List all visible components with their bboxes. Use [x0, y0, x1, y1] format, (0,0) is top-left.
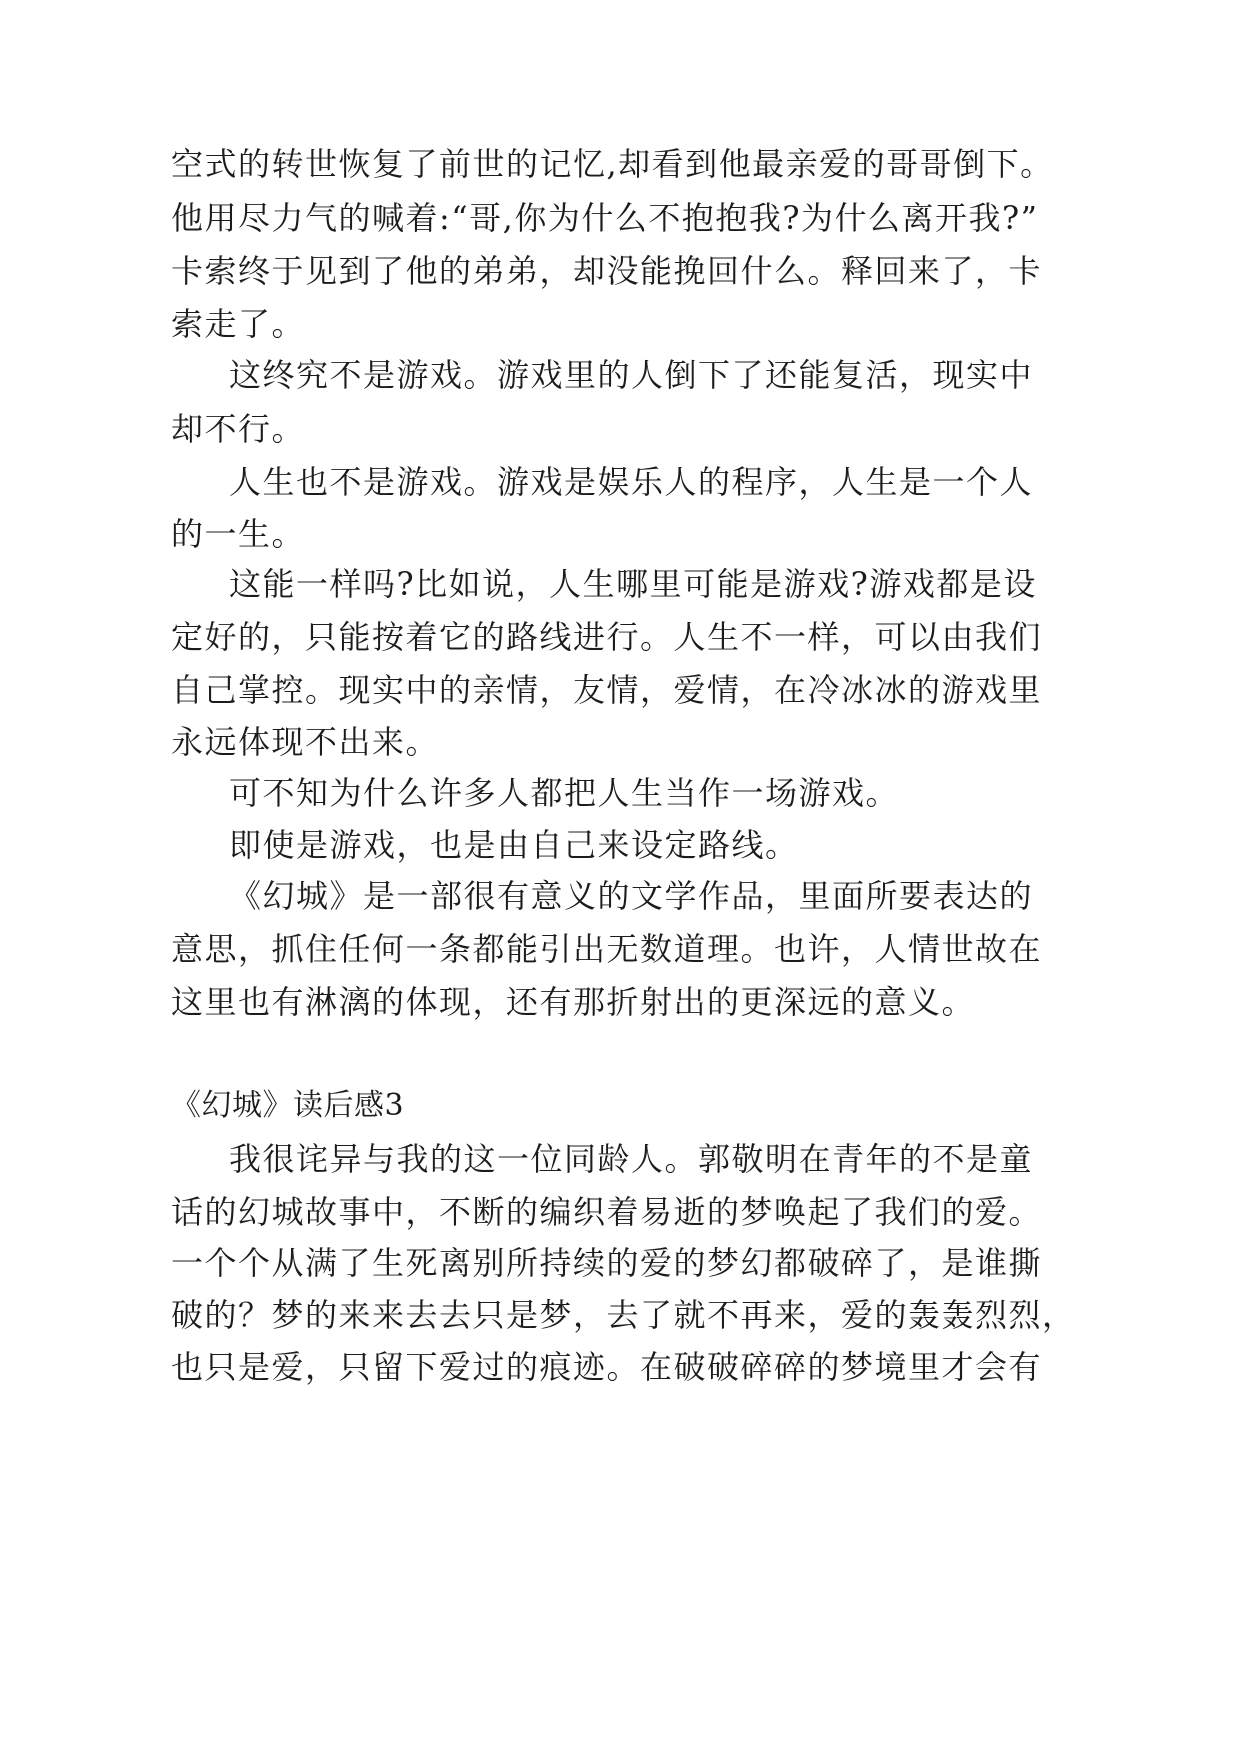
text-line: 他用尽力气的喊着:“哥,你为什么不抱抱我?为什么离开我?”: [171, 199, 1039, 237]
text-line: 《幻城》是一部很有意义的文学作品，里面所要表达的: [229, 877, 1034, 915]
text-line: 一个个从满了生死离别所持续的爱的梦幻都破碎了，是谁撕: [171, 1244, 1043, 1282]
text-line: 我很诧异与我的这一位同龄人。郭敬明在青年的不是童: [229, 1140, 1034, 1178]
text-line: 话的幻城故事中，不断的编织着易逝的梦唤起了我们的爱。: [171, 1193, 1043, 1231]
text-line: 人生也不是游戏。游戏是娱乐人的程序，人生是一个人: [229, 463, 1034, 501]
text-line: 即使是游戏，也是由自己来设定路线。: [229, 826, 799, 864]
text-line: 空式的转世恢复了前世的记忆,却看到他最亲爱的哥哥倒下。: [171, 145, 1054, 183]
text-line: 定好的，只能按着它的路线进行。人生不一样，可以由我们: [171, 618, 1043, 656]
text-line: 意思，抓住任何一条都能引出无数道理。也许，人情世故在: [171, 930, 1043, 968]
section-heading: 《幻城》读后感3: [171, 1088, 405, 1123]
text-line: 这终究不是游戏。游戏里的人倒下了还能复活，现实中: [229, 356, 1034, 394]
text-line: 卡索终于见到了他的弟弟，却没能挽回什么。释回来了，卡: [171, 252, 1043, 290]
text-line: 也只是爱，只留下爱过的痕迹。在破破碎碎的梦境里才会有: [171, 1348, 1043, 1386]
text-line: 永远体现不出来。: [171, 723, 440, 761]
text-line: 这能一样吗?比如说，人生哪里可能是游戏?游戏都是设: [229, 565, 1037, 603]
text-line: 却不行。: [171, 410, 306, 448]
text-line: 这里也有淋漓的体现，还有那折射出的更深远的意义。: [171, 983, 976, 1021]
text-line: 自己掌控。现实中的亲情，友情，爱情，在冷冰冰的游戏里: [171, 671, 1043, 709]
text-line: 可不知为什么许多人都把人生当作一场游戏。: [229, 774, 900, 812]
text-line: 索走了。: [171, 305, 306, 343]
text-line: 的一生。: [171, 515, 306, 553]
text-line: 破的？梦的来来去去只是梦，去了就不再来，爱的轰轰烈烈，: [171, 1296, 1076, 1334]
